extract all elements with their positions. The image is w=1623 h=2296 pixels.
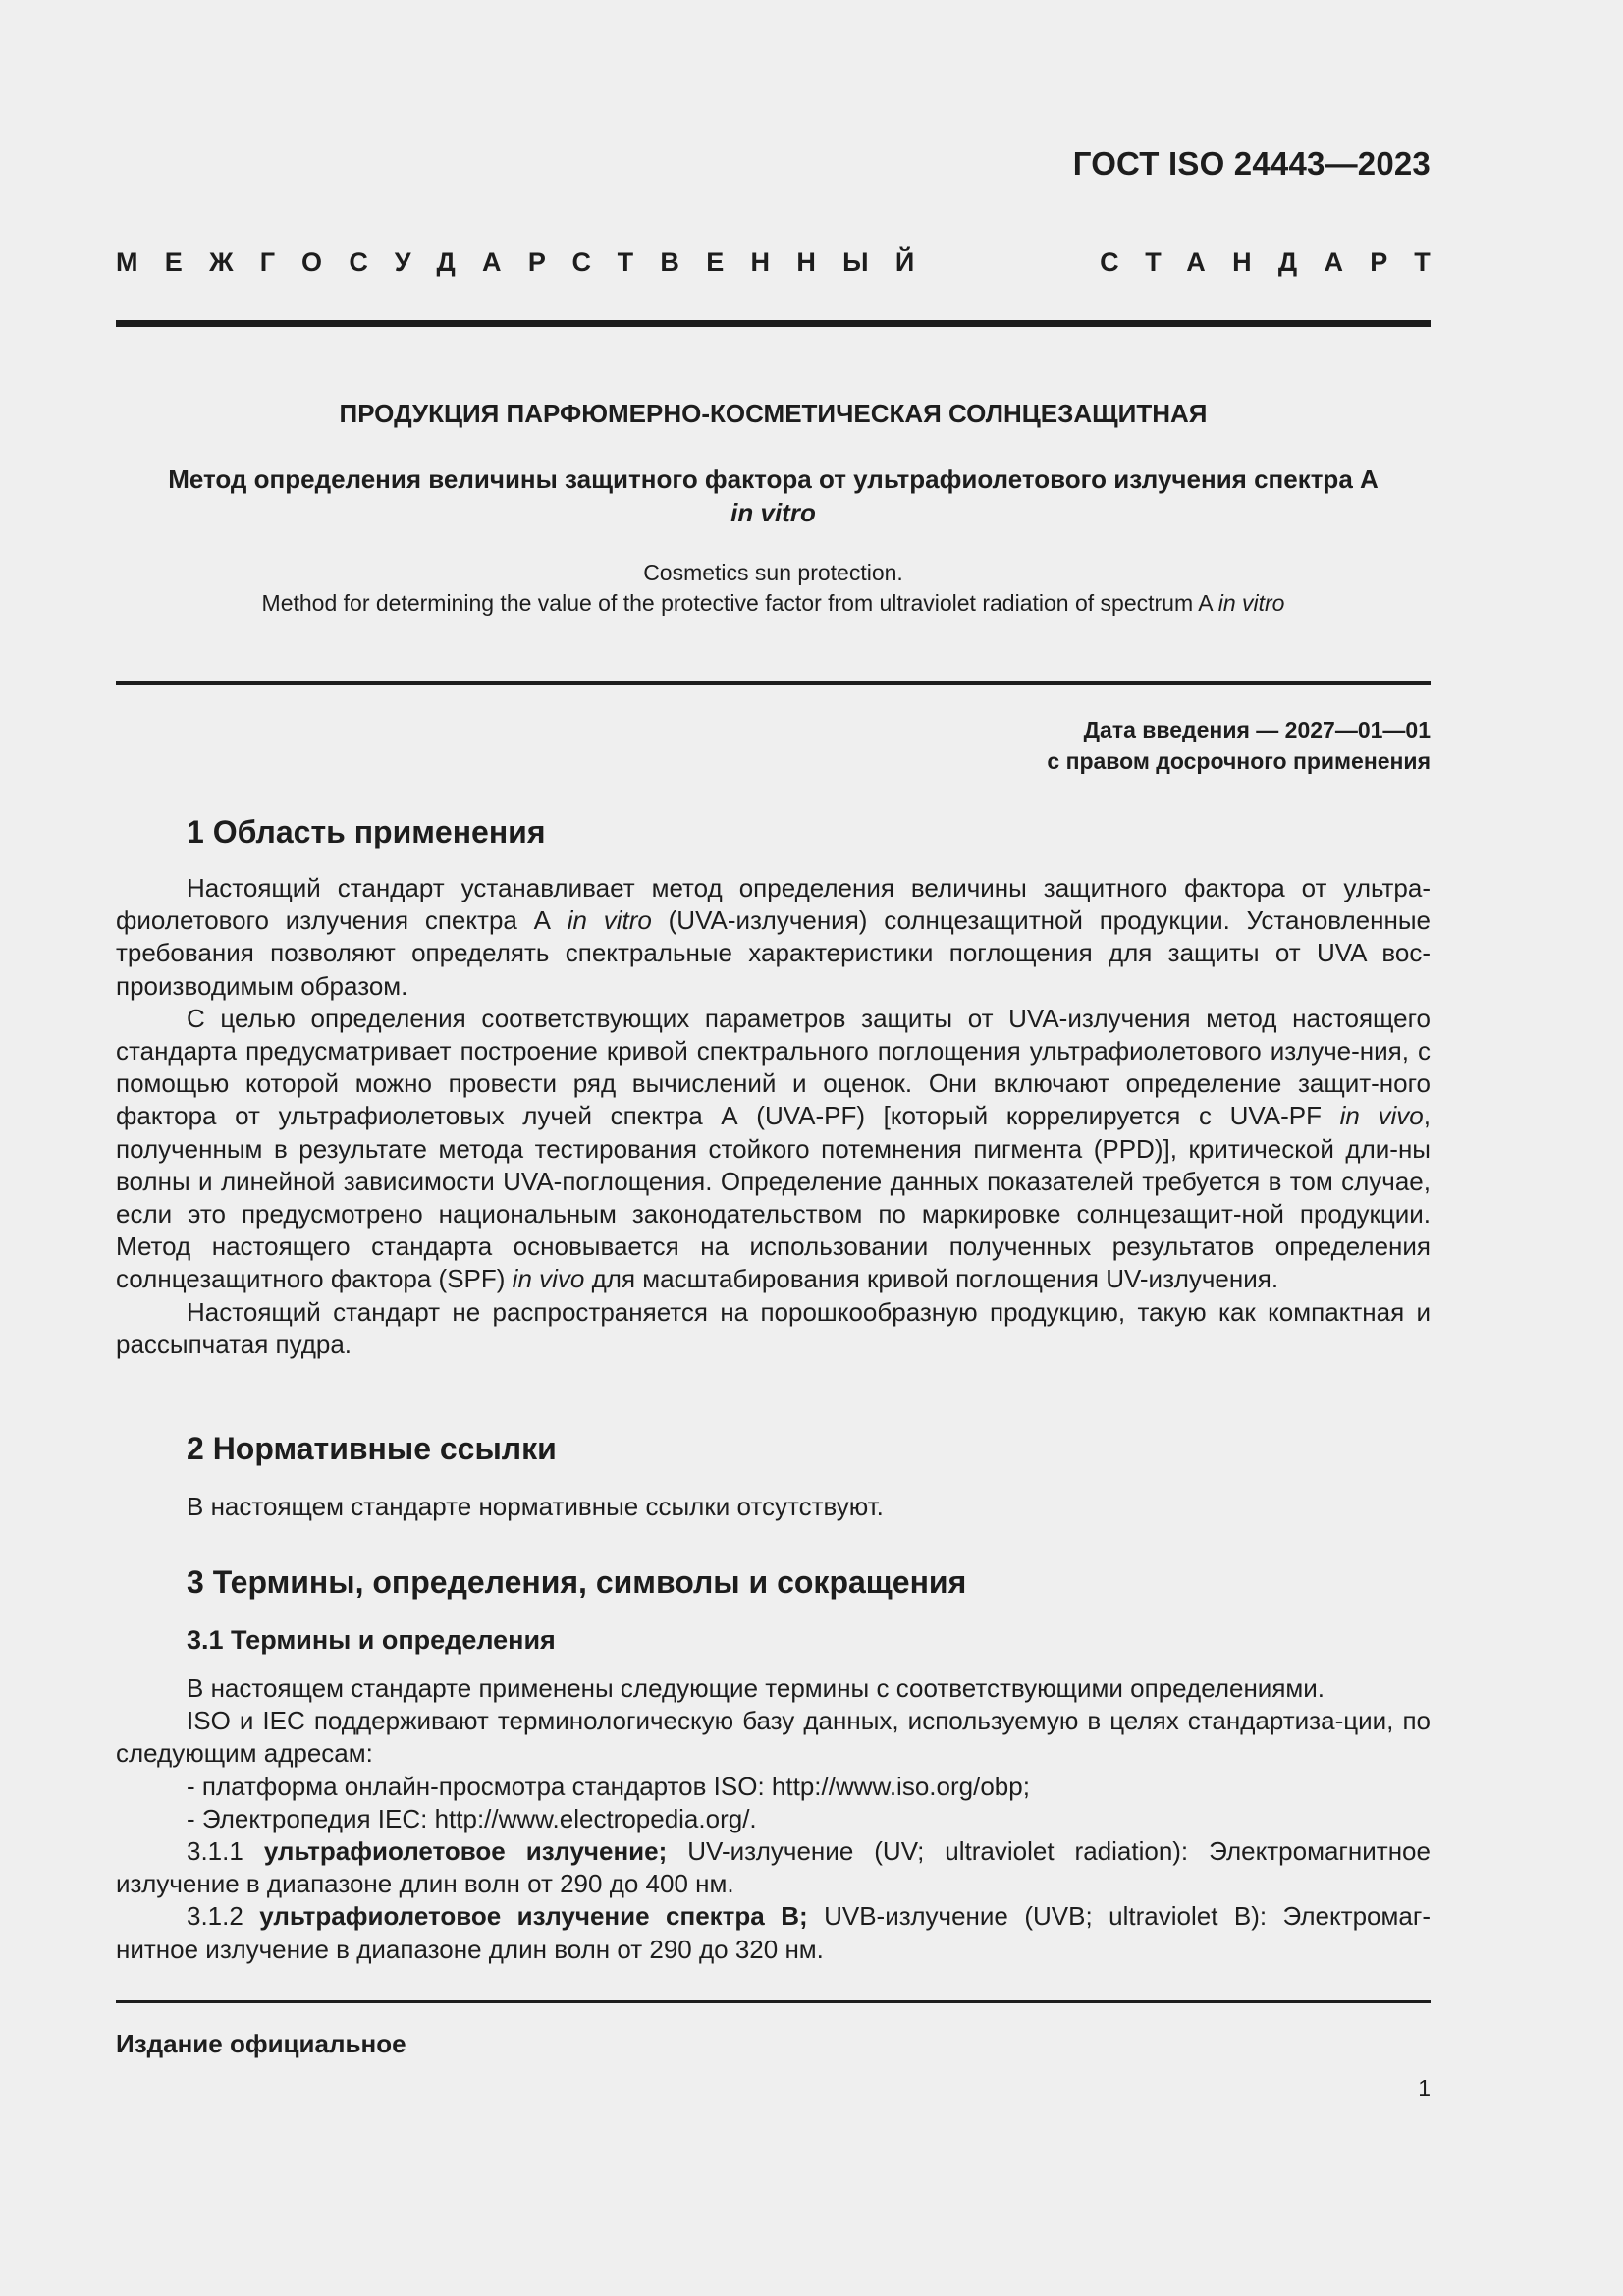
subtitle-line-2: in vitro	[730, 498, 816, 527]
section-1-paragraph-3: Настоящий стандарт не распространяется на порошкообразную продукцию, такую как компактная и рассыпчатая пудра.	[116, 1296, 1431, 1359]
text: С целью определения соответствующих параметров защиты от UVA-излучения метод настоящего стандарта предусматривает построение кривой спектрального поглощения ультрафиолетового излуче-ния, с помощью которой можно провести ряд вычислений и оценок. Они включают определение защит-ного фактора от ультрафиолетовых лучей спектра А (UVA-PF) [который коррелируется с UVA-PF	[116, 1003, 1431, 1131]
term-name: ультрафиолетовое излучение спектра В;	[259, 1901, 808, 1932]
term-name: ультрафиолетовое излучение;	[263, 1836, 668, 1867]
section-2-body	[116, 1491, 1431, 1523]
document-page	[116, 0, 1457, 2296]
section-1-body	[116, 872, 1431, 1361]
english-title	[116, 558, 1431, 619]
term-3-1-2	[116, 1900, 1431, 1965]
interstate-word: МЕЖГОСУДАРСТВЕННЫЙ	[116, 247, 942, 277]
term-definition: UVB-излучение (UVB; ultraviolet B): Электромаг-нитное излучение в диапазоне длин волн от 290 до 320 нм.	[116, 1901, 1431, 1964]
iso-obp-list-item: - платформа онлайн-просмотра стандартов ISO: http://www.iso.org/obp;	[187, 1771, 1030, 1801]
introduction-date	[1047, 714, 1431, 777]
official-edition-label: Издание официальное	[116, 2029, 406, 2058]
text: , полученным в результате метода тестирования стойкого потемнения пигмента (PPD)], критической дли-ны волны и линейной зависимости UVA-поглощения. Определение данных показателей требуется в том случае, если это предусмотрено национальным законодательством по маркировке солнцезащит-ной продукции. Метод настоящего стандарта основывается на использовании полученных результатов определения солнцезащитного фактора (SPF)	[116, 1101, 1431, 1294]
text: (UVA-излучения) солнцезащитной продукции. Установленные требования позволяют определять спектральные характеристики поглощения для защиты от UVA вос-производимым образом.	[116, 905, 1432, 1001]
term-number: 3.1.2	[187, 1901, 260, 1932]
italic-text: in vitro	[567, 905, 652, 936]
english-title-text: Method for determining the value of the protective factor from ultraviolet radiation of spectrum A	[261, 590, 1218, 616]
page-number: 1	[1418, 2075, 1431, 2101]
italic-text: in vivo	[1339, 1101, 1424, 1131]
section-2-paragraph-1: В настоящем стандарте нормативные ссылки отсутствуют.	[187, 1492, 884, 1521]
section-1-paragraph-1	[116, 872, 1431, 1003]
iec-electropedia-list-item: - Электропедия IEC: http://www.electropedia.org/.	[187, 1803, 757, 1833]
document-title: ПРОДУКЦИЯ ПАРФЮМЕРНО-КОСМЕТИЧЕСКАЯ СОЛНЦЕЗАЩИТНАЯ	[339, 399, 1208, 428]
section-3-paragraph-2: ISO и IEC поддерживают терминологическую базу данных, используемую в целях стандартиза-ции, по следующим адресам:	[116, 1706, 1431, 1769]
subtitle-line-1: Метод определения величины защитного фактора от ультрафиолетового излучения спектра А	[168, 465, 1379, 494]
section-3-paragraph-1: В настоящем стандарте применены следующие термины с соответствующими определениями.	[187, 1673, 1325, 1703]
english-title-line-2	[116, 588, 1431, 619]
text: Настоящий стандарт устанавливает метод определения величины защитного фактора от ультра-фиолетового излучения спектра А	[116, 873, 1431, 936]
section-1-paragraph-2	[116, 1003, 1431, 1296]
term-definition: UV-излучение (UV; ultraviolet radiation): Электромагнитное излучение в диапазоне длин волн от 290 до 400 нм.	[116, 1836, 1431, 1899]
section-3-body	[116, 1672, 1431, 1966]
footer-divider	[116, 2000, 1431, 2003]
section-1-heading: 1 Область применения	[187, 814, 546, 849]
section-3-heading: 3 Термины, определения, символы и сокращения	[187, 1564, 967, 1600]
early-application-note: с правом досрочного применения	[1047, 748, 1431, 774]
interstate-standard-banner	[116, 247, 1457, 278]
term-number: 3.1.1	[187, 1836, 264, 1867]
title-divider	[116, 681, 1431, 685]
section-2-heading: 2 Нормативные ссылки	[187, 1431, 557, 1466]
italic-text: in vivo	[512, 1264, 585, 1294]
header-divider	[116, 320, 1431, 327]
text: для масштабирования кривой поглощения UV-излучения.	[584, 1264, 1279, 1294]
introduction-date-line: Дата введения — 2027—01—01	[1083, 717, 1431, 742]
standard-code: ГОСТ ISO 24443—2023	[1072, 145, 1431, 182]
english-title-line-1: Cosmetics sun protection.	[643, 560, 903, 585]
term-3-1-1	[116, 1835, 1431, 1900]
standard-word: СТАНДАРТ	[1100, 247, 1457, 277]
english-title-italic: in vitro	[1217, 590, 1285, 616]
subsection-3-1-heading: 3.1 Термины и определения	[187, 1625, 556, 1655]
document-subtitle	[116, 463, 1431, 529]
